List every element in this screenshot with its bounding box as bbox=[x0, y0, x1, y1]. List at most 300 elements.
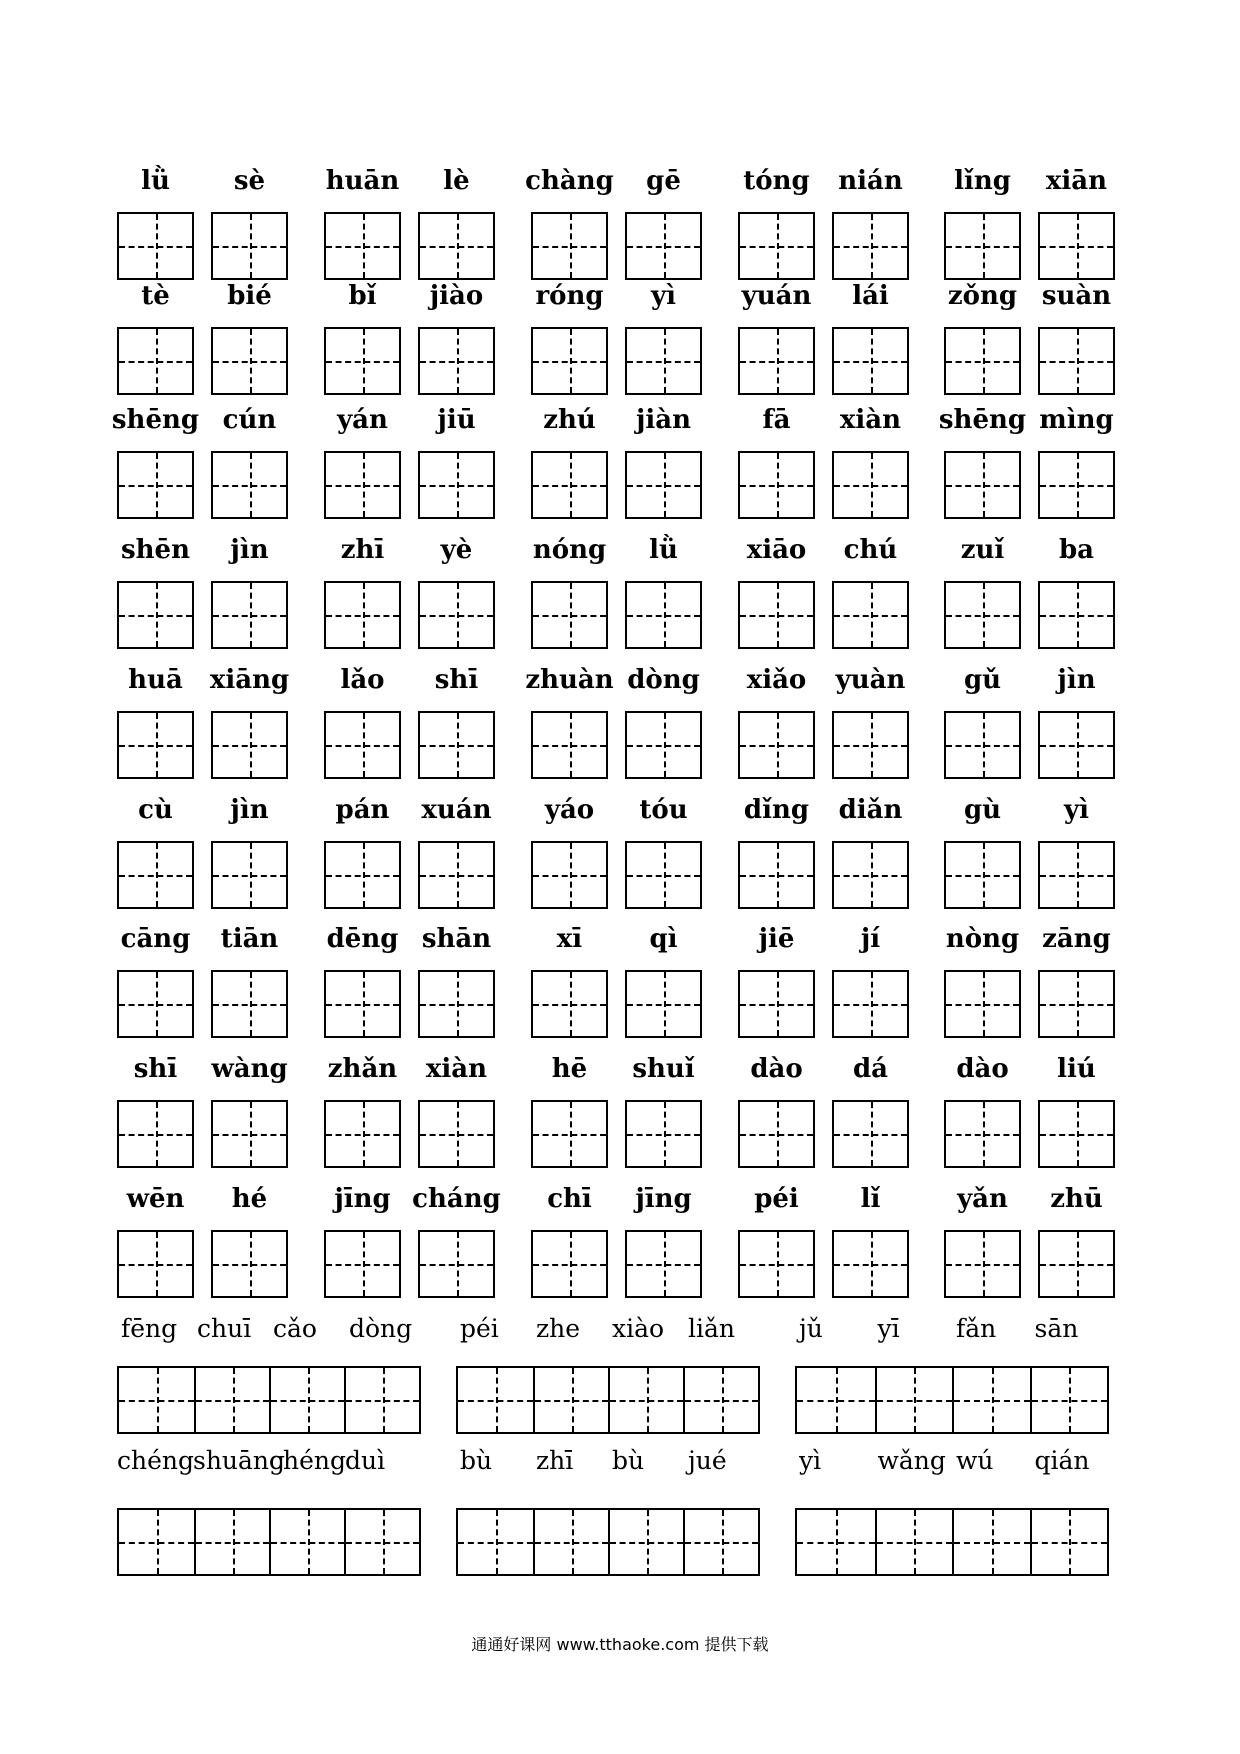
tianzige-box[interactable] bbox=[944, 327, 1021, 395]
tianzige-box[interactable] bbox=[117, 711, 194, 779]
tianzige-box[interactable] bbox=[211, 841, 288, 909]
writing-cell[interactable] bbox=[533, 453, 606, 517]
writing-cell[interactable] bbox=[797, 1510, 875, 1574]
writing-cell[interactable] bbox=[533, 583, 606, 647]
tianzige-box[interactable] bbox=[738, 970, 815, 1038]
pinyin-label: lǜ bbox=[141, 166, 170, 196]
pinyin-label: nián bbox=[838, 166, 903, 196]
pinyin-label: dào bbox=[750, 1054, 803, 1084]
pinyin-label: dòng bbox=[349, 1314, 413, 1343]
pinyin-label: lái bbox=[852, 281, 889, 311]
pinyin-label: zuǐ bbox=[960, 535, 1005, 565]
idiom-writing-grid[interactable] bbox=[795, 1366, 1109, 1434]
tianzige-box[interactable] bbox=[625, 581, 702, 649]
pinyin-label: jiū bbox=[437, 405, 476, 435]
writing-cell[interactable] bbox=[420, 453, 493, 517]
writing-cell[interactable] bbox=[627, 453, 700, 517]
writing-cell[interactable] bbox=[213, 583, 286, 647]
tianzige-box[interactable] bbox=[944, 970, 1021, 1038]
writing-cell[interactable] bbox=[834, 843, 907, 907]
tianzige-box[interactable] bbox=[944, 581, 1021, 649]
word-row bbox=[0, 405, 1240, 515]
pinyin-label: jí bbox=[860, 924, 881, 954]
word-row bbox=[0, 924, 1240, 1034]
pinyin-label: lè bbox=[443, 166, 470, 196]
word-row bbox=[0, 281, 1240, 391]
writing-cell[interactable] bbox=[213, 1102, 286, 1166]
tianzige-box[interactable] bbox=[944, 711, 1021, 779]
tianzige-box[interactable] bbox=[531, 711, 608, 779]
pinyin-label: xiào bbox=[612, 1314, 665, 1343]
pinyin-label: chú bbox=[843, 535, 898, 565]
writing-cell[interactable] bbox=[1030, 1510, 1108, 1574]
pinyin-label: chuī bbox=[197, 1314, 252, 1343]
writing-cell[interactable] bbox=[740, 1232, 813, 1296]
pinyin-label: xiàn bbox=[425, 1054, 488, 1084]
writing-cell[interactable] bbox=[834, 1232, 907, 1296]
tianzige-box[interactable] bbox=[117, 212, 194, 280]
writing-cell[interactable] bbox=[834, 214, 907, 278]
tianzige-box[interactable] bbox=[832, 581, 909, 649]
writing-cell[interactable] bbox=[458, 1368, 533, 1432]
pinyin-label: qián bbox=[1034, 1446, 1090, 1475]
tianzige-box[interactable] bbox=[531, 1100, 608, 1168]
tianzige-box[interactable] bbox=[531, 581, 608, 649]
pinyin-label: gē bbox=[646, 166, 681, 196]
writing-cell[interactable] bbox=[740, 843, 813, 907]
writing-cell[interactable] bbox=[420, 214, 493, 278]
writing-cell[interactable] bbox=[420, 583, 493, 647]
tianzige-box[interactable] bbox=[738, 1100, 815, 1168]
writing-cell[interactable] bbox=[1040, 713, 1113, 777]
tianzige-box[interactable] bbox=[832, 212, 909, 280]
pinyin-label: ba bbox=[1058, 535, 1095, 565]
pinyin-label: shī bbox=[434, 665, 479, 695]
tianzige-box[interactable] bbox=[625, 711, 702, 779]
writing-cell[interactable] bbox=[875, 1510, 953, 1574]
pinyin-label: jiē bbox=[758, 924, 795, 954]
writing-cell[interactable] bbox=[1030, 1368, 1108, 1432]
writing-cell[interactable] bbox=[533, 843, 606, 907]
writing-cell[interactable] bbox=[740, 214, 813, 278]
writing-cell[interactable] bbox=[119, 1510, 194, 1574]
pinyin-label: yǎn bbox=[957, 1184, 1008, 1214]
writing-cell[interactable] bbox=[533, 1232, 606, 1296]
writing-cell[interactable] bbox=[740, 972, 813, 1036]
tianzige-box[interactable] bbox=[625, 1100, 702, 1168]
pinyin-label: qì bbox=[649, 924, 678, 954]
writing-cell[interactable] bbox=[608, 1510, 683, 1574]
tianzige-box[interactable] bbox=[531, 212, 608, 280]
writing-cell[interactable] bbox=[834, 1102, 907, 1166]
pinyin-label: chéng bbox=[269, 1446, 347, 1475]
pinyin-label: duì bbox=[345, 1446, 386, 1475]
pinyin-label: gù bbox=[963, 795, 1002, 825]
pinyin-label: yì bbox=[799, 1446, 822, 1475]
writing-cell[interactable] bbox=[834, 583, 907, 647]
writing-cell[interactable] bbox=[119, 214, 192, 278]
tianzige-box[interactable] bbox=[1038, 711, 1115, 779]
pinyin-label: jiàn bbox=[635, 405, 692, 435]
writing-cell[interactable] bbox=[420, 1232, 493, 1296]
pinyin-label: sè bbox=[233, 166, 266, 196]
tianzige-box[interactable] bbox=[1038, 581, 1115, 649]
tianzige-box[interactable] bbox=[324, 970, 401, 1038]
tianzige-box[interactable] bbox=[324, 711, 401, 779]
pinyin-label: xiāo bbox=[746, 535, 807, 565]
pinyin-label: shēn bbox=[121, 535, 190, 565]
writing-cell[interactable] bbox=[1040, 214, 1113, 278]
writing-cell[interactable] bbox=[1040, 1232, 1113, 1296]
writing-cell[interactable] bbox=[119, 1102, 192, 1166]
writing-cell[interactable] bbox=[269, 1510, 344, 1574]
writing-cell[interactable] bbox=[946, 843, 1019, 907]
writing-cell[interactable] bbox=[683, 1510, 758, 1574]
writing-cell[interactable] bbox=[946, 713, 1019, 777]
tianzige-box[interactable] bbox=[944, 1230, 1021, 1298]
writing-cell[interactable] bbox=[326, 713, 399, 777]
pinyin-label: yuàn bbox=[835, 665, 906, 695]
pinyin-label: zhī bbox=[340, 535, 385, 565]
writing-cell[interactable] bbox=[875, 1368, 953, 1432]
tianzige-box[interactable] bbox=[418, 327, 495, 395]
tianzige-box[interactable] bbox=[531, 970, 608, 1038]
writing-cell[interactable] bbox=[952, 1368, 1030, 1432]
writing-cell[interactable] bbox=[740, 1102, 813, 1166]
pinyin-label: bǐ bbox=[348, 281, 377, 311]
tianzige-box[interactable] bbox=[738, 711, 815, 779]
writing-cell[interactable] bbox=[1040, 583, 1113, 647]
tianzige-box[interactable] bbox=[944, 212, 1021, 280]
writing-cell[interactable] bbox=[946, 329, 1019, 393]
writing-cell[interactable] bbox=[344, 1368, 419, 1432]
pinyin-label: xiāng bbox=[209, 665, 290, 695]
tianzige-box[interactable] bbox=[944, 1100, 1021, 1168]
tianzige-box[interactable] bbox=[117, 970, 194, 1038]
writing-cell[interactable] bbox=[740, 329, 813, 393]
writing-cell[interactable] bbox=[740, 453, 813, 517]
tianzige-box[interactable] bbox=[211, 451, 288, 519]
pinyin-label: yuán bbox=[741, 281, 812, 311]
tianzige-box[interactable] bbox=[211, 711, 288, 779]
tianzige-box[interactable] bbox=[117, 451, 194, 519]
tianzige-box[interactable] bbox=[117, 1100, 194, 1168]
pinyin-label: zāng bbox=[1042, 924, 1111, 954]
writing-cell[interactable] bbox=[420, 972, 493, 1036]
tianzige-box[interactable] bbox=[324, 212, 401, 280]
pinyin-label: zhe bbox=[536, 1314, 581, 1343]
tianzige-box[interactable] bbox=[324, 841, 401, 909]
pinyin-label: yī bbox=[877, 1314, 900, 1343]
pinyin-label: jìn bbox=[230, 535, 269, 565]
writing-cell[interactable] bbox=[1040, 1102, 1113, 1166]
writing-cell[interactable] bbox=[119, 1232, 192, 1296]
writing-cell[interactable] bbox=[533, 972, 606, 1036]
tianzige-box[interactable] bbox=[832, 711, 909, 779]
writing-cell[interactable] bbox=[326, 214, 399, 278]
tianzige-box[interactable] bbox=[324, 451, 401, 519]
writing-cell[interactable] bbox=[1040, 453, 1113, 517]
writing-cell[interactable] bbox=[194, 1368, 269, 1432]
tianzige-box[interactable] bbox=[944, 841, 1021, 909]
pinyin-label: lǐ bbox=[860, 1184, 881, 1214]
tianzige-box[interactable] bbox=[1038, 451, 1115, 519]
pinyin-label: yáo bbox=[544, 795, 595, 825]
writing-cell[interactable] bbox=[627, 972, 700, 1036]
tianzige-box[interactable] bbox=[324, 327, 401, 395]
idiom-writing-grid[interactable] bbox=[456, 1508, 760, 1576]
word-row bbox=[0, 795, 1240, 905]
tianzige-box[interactable] bbox=[738, 451, 815, 519]
writing-cell[interactable] bbox=[627, 1232, 700, 1296]
tianzige-box[interactable] bbox=[324, 1100, 401, 1168]
writing-cell[interactable] bbox=[533, 713, 606, 777]
writing-cell[interactable] bbox=[420, 713, 493, 777]
pinyin-label: wēn bbox=[126, 1184, 185, 1214]
tianzige-box[interactable] bbox=[832, 970, 909, 1038]
writing-cell[interactable] bbox=[627, 329, 700, 393]
tianzige-box[interactable] bbox=[211, 1100, 288, 1168]
writing-cell[interactable] bbox=[213, 329, 286, 393]
pinyin-label: xī bbox=[556, 924, 583, 954]
idiom-writing-grid[interactable] bbox=[456, 1366, 760, 1434]
pinyin-label: fā bbox=[762, 405, 791, 435]
writing-cell[interactable] bbox=[326, 453, 399, 517]
pinyin-label: shān bbox=[421, 924, 492, 954]
tianzige-box[interactable] bbox=[324, 581, 401, 649]
word-row bbox=[0, 535, 1240, 645]
tianzige-box[interactable] bbox=[211, 1230, 288, 1298]
pinyin-label: lǐng bbox=[954, 166, 1011, 196]
writing-cell[interactable] bbox=[627, 713, 700, 777]
tianzige-box[interactable] bbox=[418, 581, 495, 649]
writing-cell[interactable] bbox=[119, 972, 192, 1036]
writing-cell[interactable] bbox=[213, 713, 286, 777]
writing-cell[interactable] bbox=[1040, 329, 1113, 393]
pinyin-label: mìng bbox=[1039, 405, 1114, 435]
writing-cell[interactable] bbox=[834, 453, 907, 517]
pinyin-label: lǜ bbox=[649, 535, 678, 565]
writing-cell[interactable] bbox=[946, 1232, 1019, 1296]
tianzige-box[interactable] bbox=[117, 327, 194, 395]
pinyin-label: cún bbox=[222, 405, 277, 435]
writing-cell[interactable] bbox=[119, 843, 192, 907]
tianzige-box[interactable] bbox=[832, 1230, 909, 1298]
pinyin-label: shēng bbox=[111, 405, 200, 435]
tianzige-box[interactable] bbox=[418, 711, 495, 779]
pinyin-label: tóng bbox=[743, 166, 810, 196]
writing-cell[interactable] bbox=[952, 1510, 1030, 1574]
writing-cell[interactable] bbox=[533, 214, 606, 278]
tianzige-box[interactable] bbox=[211, 212, 288, 280]
writing-cell[interactable] bbox=[627, 1102, 700, 1166]
writing-cell[interactable] bbox=[946, 972, 1019, 1036]
word-row bbox=[0, 665, 1240, 775]
pinyin-label: lǎo bbox=[340, 665, 385, 695]
pinyin-label: huān bbox=[325, 166, 400, 196]
tianzige-box[interactable] bbox=[832, 1100, 909, 1168]
pinyin-label: cháng bbox=[412, 1184, 501, 1214]
tianzige-box[interactable] bbox=[418, 1100, 495, 1168]
writing-cell[interactable] bbox=[213, 972, 286, 1036]
tianzige-box[interactable] bbox=[832, 841, 909, 909]
writing-cell[interactable] bbox=[119, 329, 192, 393]
word-row bbox=[0, 1054, 1240, 1164]
writing-cell[interactable] bbox=[946, 1102, 1019, 1166]
tianzige-box[interactable] bbox=[117, 841, 194, 909]
writing-cell[interactable] bbox=[740, 713, 813, 777]
writing-cell[interactable] bbox=[213, 1232, 286, 1296]
writing-cell[interactable] bbox=[326, 1102, 399, 1166]
tianzige-box[interactable] bbox=[625, 841, 702, 909]
tianzige-box[interactable] bbox=[1038, 1100, 1115, 1168]
pinyin-label: gǔ bbox=[963, 665, 1002, 695]
tianzige-box[interactable] bbox=[324, 1230, 401, 1298]
tianzige-box[interactable] bbox=[738, 841, 815, 909]
tianzige-box[interactable] bbox=[944, 451, 1021, 519]
pinyin-label: xiàn bbox=[839, 405, 902, 435]
pinyin-label: chàng bbox=[525, 166, 614, 196]
tianzige-box[interactable] bbox=[418, 970, 495, 1038]
tianzige-box[interactable] bbox=[117, 581, 194, 649]
writing-cell[interactable] bbox=[213, 843, 286, 907]
writing-cell[interactable] bbox=[326, 972, 399, 1036]
pinyin-label: yì bbox=[651, 281, 676, 311]
writing-cell[interactable] bbox=[326, 843, 399, 907]
writing-cell[interactable] bbox=[608, 1368, 683, 1432]
footer-text: 通通好课网 www.tthaoke.com 提供下载 bbox=[471, 1635, 769, 1654]
writing-cell[interactable] bbox=[797, 1368, 875, 1432]
pinyin-label: zhī bbox=[536, 1446, 574, 1475]
writing-cell[interactable] bbox=[119, 453, 192, 517]
tianzige-box[interactable] bbox=[625, 212, 702, 280]
word-row bbox=[0, 1184, 1240, 1294]
pinyin-label: jīng bbox=[334, 1184, 391, 1214]
idiom-writing-grid[interactable] bbox=[117, 1508, 421, 1576]
tianzige-box[interactable] bbox=[738, 212, 815, 280]
writing-cell[interactable] bbox=[458, 1510, 533, 1574]
writing-cell[interactable] bbox=[627, 214, 700, 278]
writing-cell[interactable] bbox=[119, 1368, 194, 1432]
tianzige-box[interactable] bbox=[418, 212, 495, 280]
writing-cell[interactable] bbox=[533, 329, 606, 393]
writing-cell[interactable] bbox=[627, 843, 700, 907]
pinyin-label: wǎng bbox=[877, 1446, 946, 1475]
writing-cell[interactable] bbox=[627, 583, 700, 647]
writing-cell[interactable] bbox=[119, 583, 192, 647]
writing-cell[interactable] bbox=[1040, 843, 1113, 907]
writing-cell[interactable] bbox=[946, 583, 1019, 647]
tianzige-box[interactable] bbox=[738, 327, 815, 395]
pinyin-label: zhú bbox=[543, 405, 596, 435]
pinyin-label: cù bbox=[138, 795, 173, 825]
tianzige-box[interactable] bbox=[738, 581, 815, 649]
writing-cell[interactable] bbox=[420, 1102, 493, 1166]
pinyin-label: diǎn bbox=[838, 795, 903, 825]
tianzige-box[interactable] bbox=[832, 327, 909, 395]
tianzige-box[interactable] bbox=[117, 1230, 194, 1298]
pinyin-label: jué bbox=[688, 1446, 727, 1475]
writing-cell[interactable] bbox=[533, 1102, 606, 1166]
tianzige-box[interactable] bbox=[211, 970, 288, 1038]
writing-cell[interactable] bbox=[834, 972, 907, 1036]
pinyin-label: wàng bbox=[211, 1054, 288, 1084]
tianzige-box[interactable] bbox=[1038, 212, 1115, 280]
tianzige-box[interactable] bbox=[531, 451, 608, 519]
writing-cell[interactable] bbox=[213, 453, 286, 517]
tianzige-box[interactable] bbox=[1038, 1230, 1115, 1298]
tianzige-box[interactable] bbox=[625, 451, 702, 519]
pinyin-label: liú bbox=[1057, 1054, 1096, 1084]
pinyin-label: yè bbox=[440, 535, 473, 565]
writing-cell[interactable] bbox=[1040, 972, 1113, 1036]
writing-cell[interactable] bbox=[344, 1510, 419, 1574]
tianzige-box[interactable] bbox=[531, 327, 608, 395]
pinyin-label: fǎn bbox=[956, 1314, 997, 1343]
tianzige-box[interactable] bbox=[211, 581, 288, 649]
writing-cell[interactable] bbox=[119, 713, 192, 777]
writing-cell[interactable] bbox=[834, 713, 907, 777]
tianzige-box[interactable] bbox=[418, 841, 495, 909]
writing-cell[interactable] bbox=[269, 1368, 344, 1432]
tianzige-box[interactable] bbox=[1038, 841, 1115, 909]
pinyin-label: dēng bbox=[326, 924, 399, 954]
idiom-writing-grid[interactable] bbox=[795, 1508, 1109, 1576]
tianzige-box[interactable] bbox=[738, 1230, 815, 1298]
tianzige-box[interactable] bbox=[625, 1230, 702, 1298]
writing-cell[interactable] bbox=[946, 453, 1019, 517]
idiom-writing-grid[interactable] bbox=[117, 1366, 421, 1434]
pinyin-label: zǒng bbox=[947, 281, 1018, 311]
tianzige-box[interactable] bbox=[832, 451, 909, 519]
writing-cell[interactable] bbox=[213, 214, 286, 278]
pinyin-label: dá bbox=[852, 1054, 889, 1084]
tianzige-box[interactable] bbox=[1038, 327, 1115, 395]
tianzige-box[interactable] bbox=[418, 1230, 495, 1298]
pinyin-label: péi bbox=[754, 1184, 799, 1214]
tianzige-box[interactable] bbox=[531, 841, 608, 909]
pinyin-label: jìn bbox=[230, 795, 269, 825]
pinyin-label: nóng bbox=[532, 535, 607, 565]
pinyin-label: xuán bbox=[421, 795, 492, 825]
writing-cell[interactable] bbox=[326, 329, 399, 393]
tianzige-box[interactable] bbox=[531, 1230, 608, 1298]
writing-cell[interactable] bbox=[533, 1368, 608, 1432]
pinyin-label: dǐng bbox=[743, 795, 810, 825]
writing-cell[interactable] bbox=[533, 1510, 608, 1574]
writing-cell[interactable] bbox=[194, 1510, 269, 1574]
pinyin-label: bù bbox=[460, 1446, 493, 1475]
writing-cell[interactable] bbox=[326, 1232, 399, 1296]
writing-cell[interactable] bbox=[420, 329, 493, 393]
pinyin-label: jìn bbox=[1057, 665, 1096, 695]
writing-cell[interactable] bbox=[740, 583, 813, 647]
pinyin-label: shēng bbox=[938, 405, 1027, 435]
writing-cell[interactable] bbox=[946, 214, 1019, 278]
writing-cell[interactable] bbox=[326, 583, 399, 647]
pinyin-label: jǔ bbox=[799, 1314, 823, 1343]
tianzige-box[interactable] bbox=[211, 327, 288, 395]
pinyin-label: xiǎo bbox=[746, 665, 807, 695]
tianzige-box[interactable] bbox=[1038, 970, 1115, 1038]
pinyin-label: huā bbox=[128, 665, 183, 695]
writing-cell[interactable] bbox=[683, 1368, 758, 1432]
tianzige-box[interactable] bbox=[418, 451, 495, 519]
tianzige-box[interactable] bbox=[625, 327, 702, 395]
writing-cell[interactable] bbox=[420, 843, 493, 907]
tianzige-box[interactable] bbox=[625, 970, 702, 1038]
writing-cell[interactable] bbox=[834, 329, 907, 393]
